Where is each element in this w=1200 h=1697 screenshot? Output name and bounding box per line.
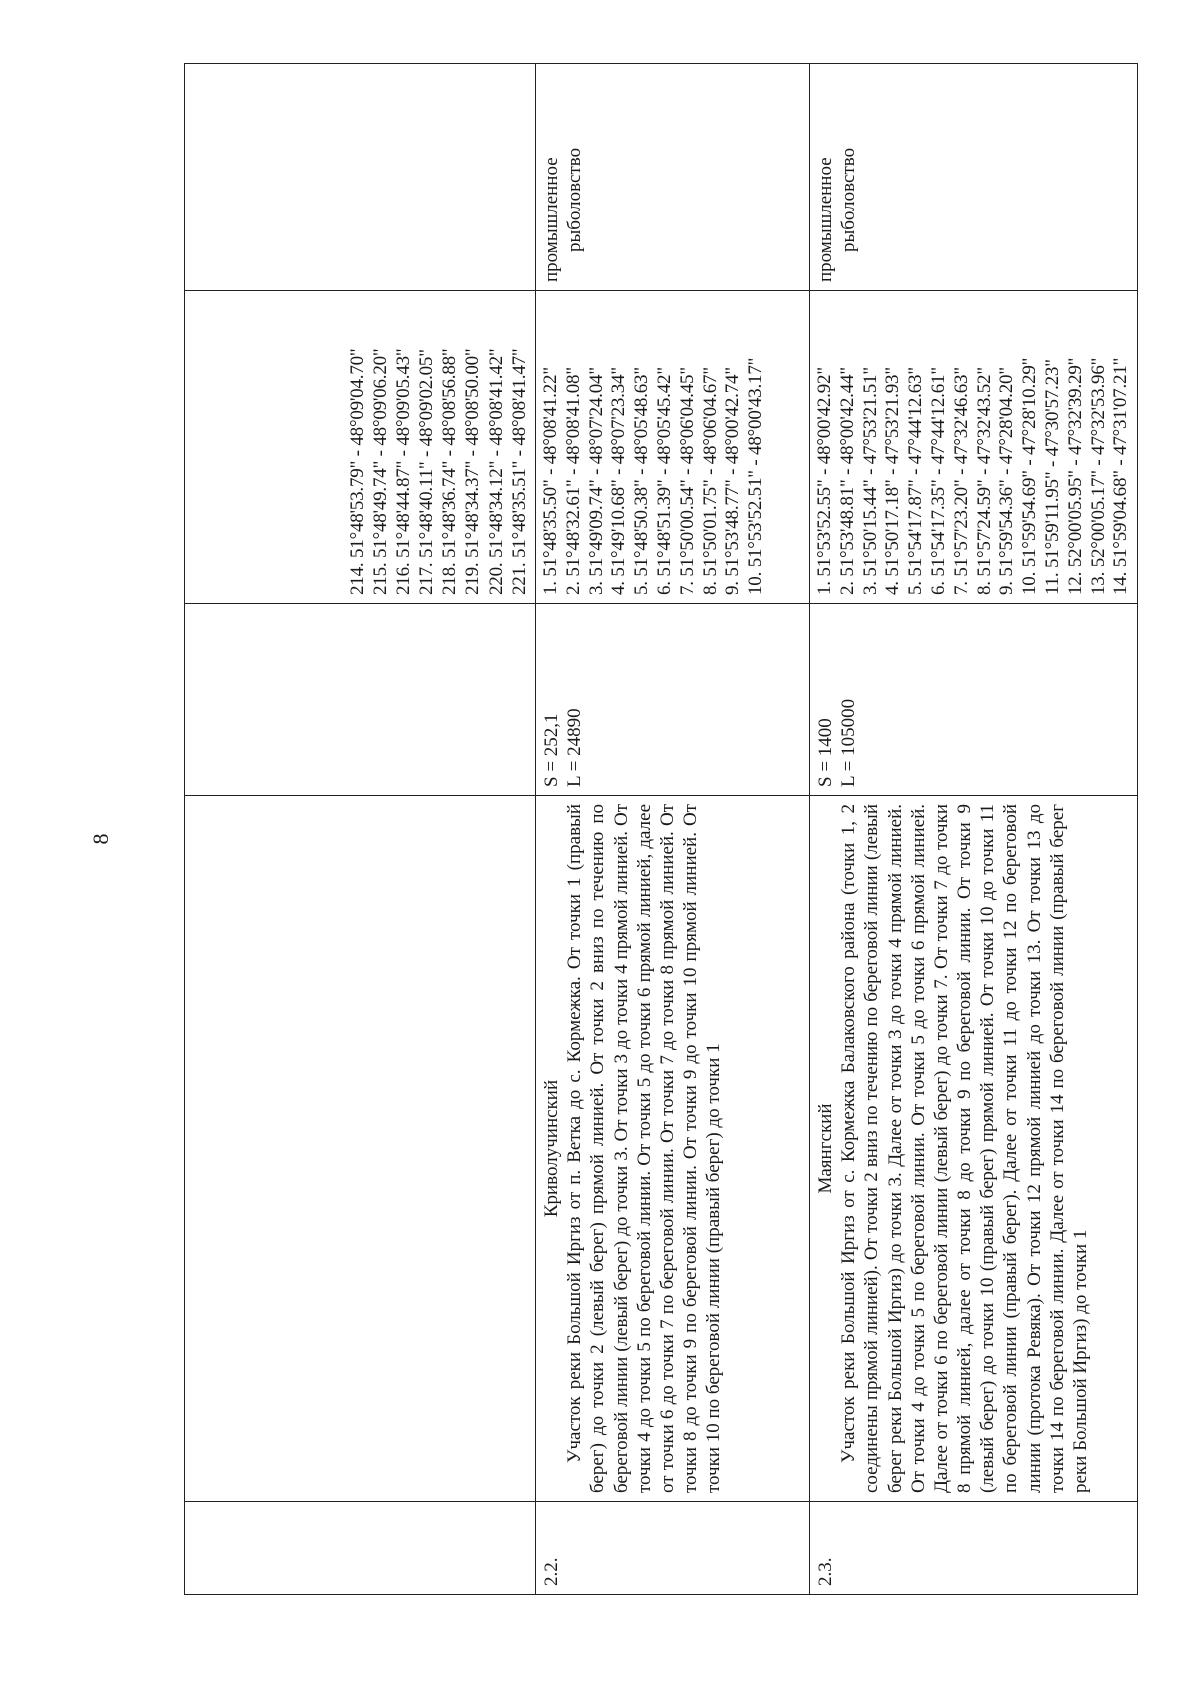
cell-num: 2.2. (536, 1502, 810, 1595)
coord-item: 3. 51°49'09.74" - 48°07'24.04" (585, 367, 607, 595)
table-row-2-3 (810, 64, 1138, 1595)
coord-item: 220. 51°48'34.12" - 48°08'41.42" (485, 348, 507, 595)
rotated-table-container (184, 64, 1132, 1595)
coord-item: 8. 51°50'01.75" - 48°06'04.67" (699, 367, 721, 595)
area-s: S = 252,1 (541, 713, 562, 787)
section-title: Маянгский (815, 1103, 836, 1194)
coord-item: 12. 52°00'05.95" - 47°32'39.29" (1064, 357, 1086, 595)
coord-item: 217. 51°48'40.11" - 48°09'02.05" (416, 349, 438, 595)
table-row-continuation (185, 64, 536, 1595)
coord-item: 9. 51°59'54.36" - 47°28'04.20" (996, 367, 1018, 595)
coord-item: 2. 51°48'32.61" - 48°08'41.08" (562, 367, 584, 595)
cell-coords (810, 291, 1138, 604)
zones-table (184, 63, 1138, 1595)
area-l: L = 24890 (564, 708, 586, 787)
page-number: 8 (88, 833, 113, 845)
cell-type-empty (185, 64, 536, 291)
coords-list-continuation (346, 299, 531, 595)
coord-item: 10. 51°53'52.51" - 48°00'43.17" (745, 357, 767, 595)
area-s: S = 1400 (815, 718, 836, 787)
type-line-1: промышленное (815, 157, 836, 282)
cell-num-empty (185, 1502, 536, 1595)
cell-coords (536, 291, 810, 604)
cell-coords-continuation (185, 291, 536, 604)
coord-item: 9. 51°53'48.77" - 48°00'42.74" (722, 367, 744, 595)
coords-list (814, 299, 1133, 595)
coord-item: 13. 52°00'05.17" - 47°32'53.96" (1087, 357, 1109, 595)
section-title: Криволучинский (541, 1079, 562, 1218)
coord-item: 214. 51°48'53.79" - 48°09'04.70" (346, 348, 368, 595)
coord-item: 219. 51°48'34.37" - 48°08'50.00" (462, 348, 484, 595)
coord-item: 3. 51°50'15.44" - 47°53'21.51" (859, 367, 881, 595)
cell-description (536, 796, 810, 1502)
type-line-1: промышленное (541, 157, 562, 282)
coord-item: 8. 51°57'24.59" - 47°32'43.52" (973, 367, 995, 595)
cell-type (810, 64, 1138, 291)
type-line-2: рыболовство (838, 147, 860, 252)
coord-item: 221. 51°48'35.51" - 48°08'41.47" (508, 348, 530, 595)
coords-list (540, 299, 768, 595)
coord-item: 5. 51°48'50.38" - 48°05'48.63" (631, 367, 653, 595)
coord-item: 4. 51°50'17.18" - 47°53'21.93" (882, 367, 904, 595)
coord-item: 10. 51°59'54.69" - 47°28'10.29" (1019, 357, 1041, 595)
cell-description (810, 796, 1138, 1502)
coord-item: 6. 51°48'51.39" - 48°05'45.42" (653, 367, 675, 595)
table-row-2-2 (536, 64, 810, 1595)
section-description: Участок реки Большой Иргиз от с. Кормежка Балаковского района (точки 1, 2 соединены прямой линией). От точки 2 вниз по течению по береговой линии (левый берег реки Большой Иргиз) до точки 3. Далее от точки 3 до точки 4 прямой линией. От точки 4 до точки 5 по береговой линии. От точки 5 до точки 6 прямой линией. Далее от точки 6 по береговой линии (левый берег) до точки 7. От точки 7 до точки 8 прямой линией, далее от точки 8 до точки 9 по береговой линии. От точки 9 (левый берег) до точки 10 (правый берег) прямой линией. От точки 10 до точки 11 по береговой линии (правый берег). Далее от точки 11 до точки 12 по береговой линии (протока Ревяка). От точки 12 прямой линией до точки 13. От точки 13 до точки 14 по береговой линии. Далее от точки 14 по береговой линии (правый берег реки Большой Иргиз) до точки 1 (838, 804, 1091, 1493)
cell-area (536, 604, 810, 796)
cell-area (810, 604, 1138, 796)
cell-area-empty (185, 604, 536, 796)
coord-item: 14. 51°59'04.68" - 47°31'07.21" (1110, 357, 1132, 595)
area-l: L = 105000 (838, 698, 860, 787)
cell-desc-empty (185, 796, 536, 1502)
coord-item: 216. 51°48'44.87" - 48°09'05.43" (392, 348, 414, 595)
coord-item: 7. 51°50'00.54" - 48°06'04.45" (676, 367, 698, 595)
coord-item: 7. 51°57'23.20" - 47°32'46.63" (950, 367, 972, 595)
coord-item: 5. 51°54'17.87" - 47°44'12.63" (905, 367, 927, 595)
cell-type (536, 64, 810, 291)
section-description: Участок реки Большой Иргиз от п. Ветка до с. Кормежка. От точки 1 (правый берег) до точки 2 (левый берег) прямой линией. От точки 2 вниз по течению по береговой линии (левый берег) до точки 3. От точки 3 до точки 4 прямой линией. От точки 4 до точки 5 по береговой линии. От точки 5 до точки 6 прямой линией, далее от точки 6 до точки 7 по береговой линии. От точки 7 до точки 8 прямой линией. От точки 8 до точки 9 по береговой линии. От точки 9 до точки 10 прямой линией. От точки 10 по береговой линии (правый берег) до точки 1 (564, 804, 725, 1493)
coord-item: 6. 51°54'17.35" - 47°44'12.61" (927, 367, 949, 595)
coord-item: 11. 51°59'11.95" - 47°30'57.23" (1041, 359, 1063, 595)
coord-item: 1. 51°53'52.55" - 48°00'42.92" (814, 367, 835, 595)
coord-item: 218. 51°48'36.74" - 48°08'56.88" (439, 348, 461, 595)
coord-item: 2. 51°53'48.81" - 48°00'42.44" (836, 367, 858, 595)
coord-item: 1. 51°48'35.50" - 48°08'41.22" (540, 367, 561, 595)
type-line-2: рыболовство (564, 147, 586, 252)
coord-item: 4. 51°49'10.68" - 48°07'23.34" (608, 367, 630, 595)
coord-item: 215. 51°48'49.74" - 48°09'06.20" (369, 348, 391, 595)
cell-num: 2.3. (810, 1502, 1138, 1595)
